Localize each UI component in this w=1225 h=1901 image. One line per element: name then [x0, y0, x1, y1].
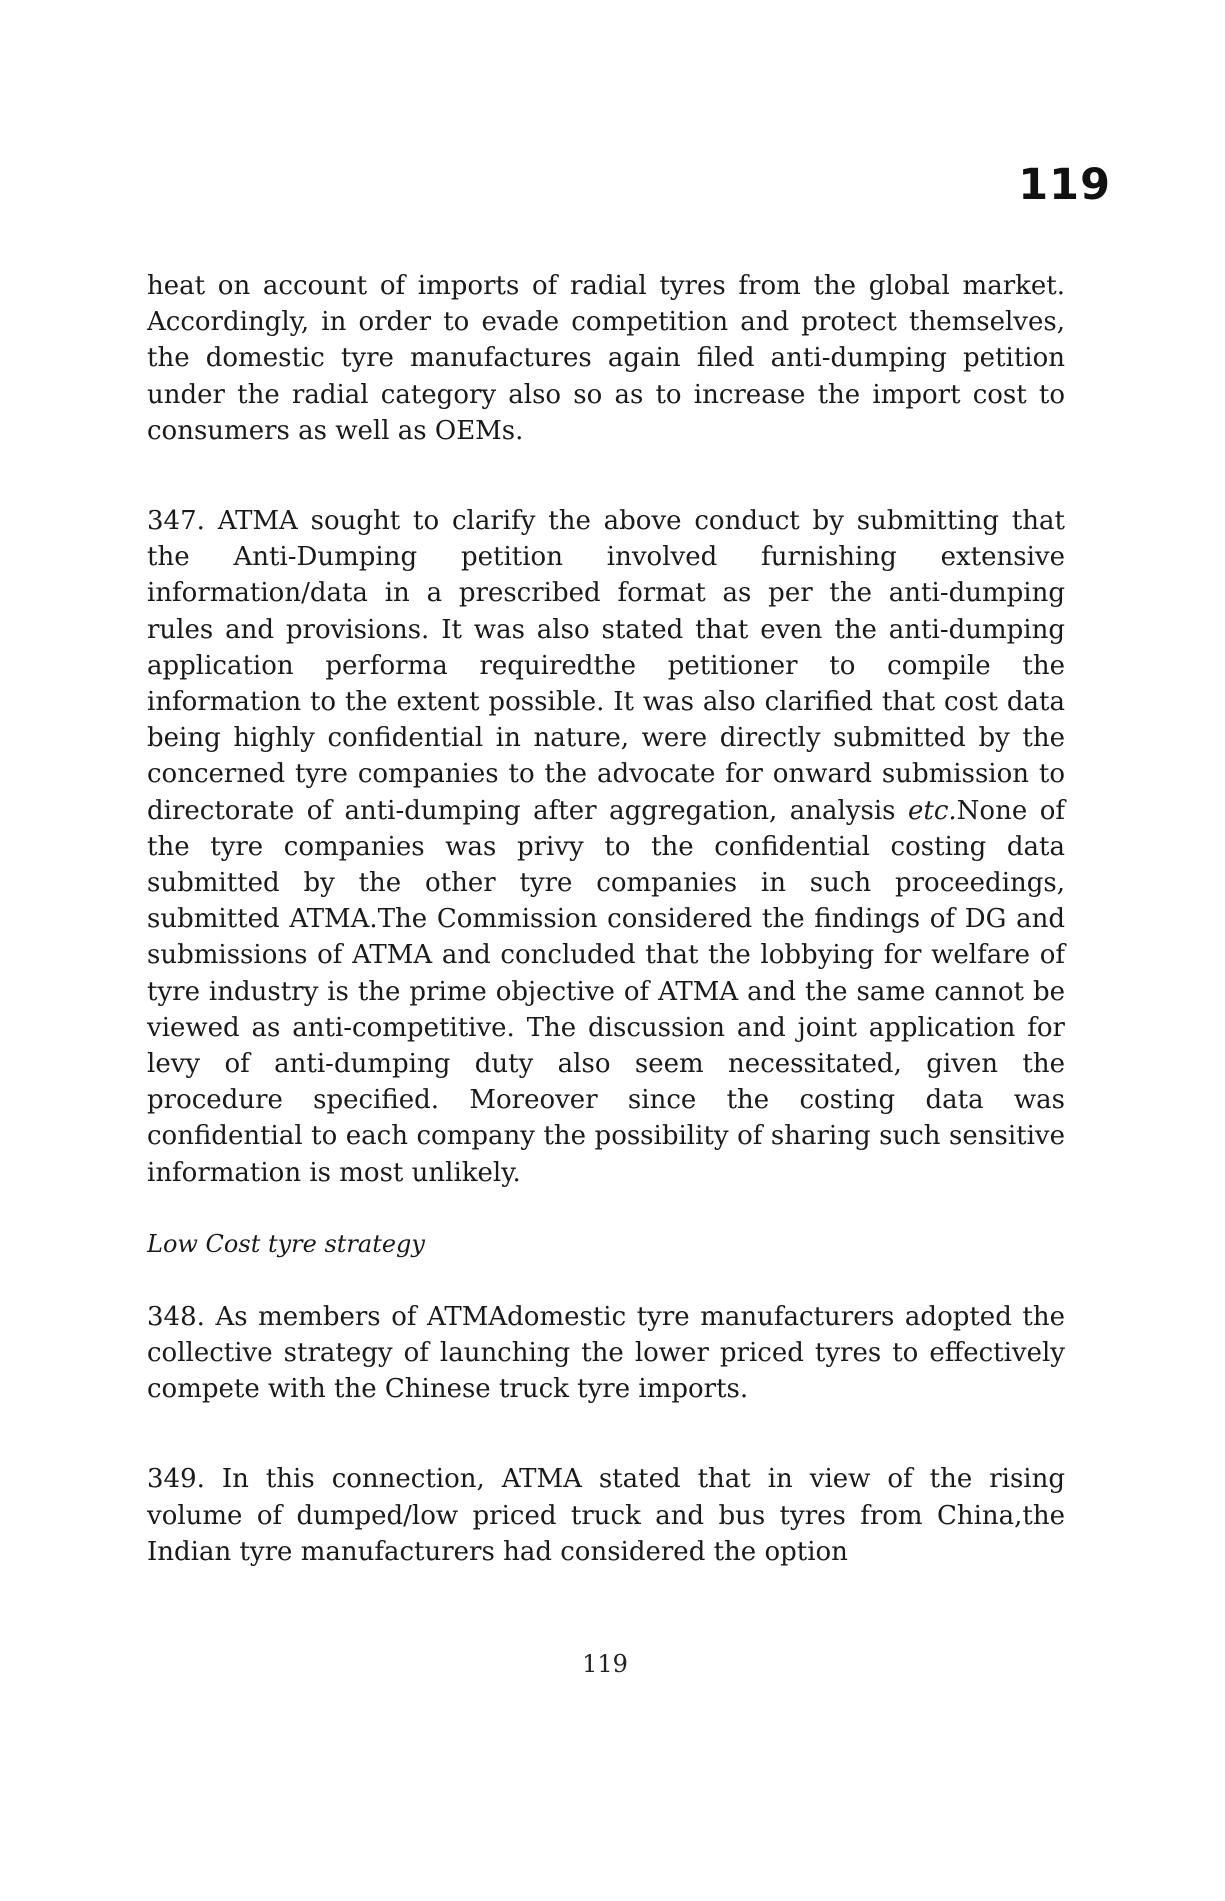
- paragraph-347-part-2: None of the tyre companies was privy to the confidential costing data submitted by the other tyre companies in such proceedings, submitted ATMA.The Commission considered the findings of DG and submissions of ATMA and concluded that the lobbying for welfare of tyre industry is the prime objective of ATMA and the same cannot be viewed as anti-competitive. The discussion and joint application for levy of anti-dumping duty also seem necessitated, given the procedure specified. Moreover since the costing data was confidential to each company the possibility of sharing such sensitive information is most unlikely.: [147, 795, 1065, 1188]
- paragraph-348: 348. As members of ATMAdomestic tyre manufacturers adopted the collective strategy of launching the lower priced tyres to effectively compete with the Chinese truck tyre imports.: [147, 1301, 1065, 1405]
- document-body: [147, 268, 1065, 1570]
- paragraph-continuation: heat on account of imports of radial tyres from the global market. Accordingly, in order to evade competition and protect themselves, the domestic tyre manufactures again filed anti-dumping petition under the radial category also so as to increase the import cost to consumers as well as OEMs.: [147, 271, 1065, 446]
- page-number-header: 119: [1018, 160, 1111, 210]
- paragraph-347-part-1: 347. ATMA sought to clarify the above conduct by submitting that the Anti-Dumping petition involved furnishing extensive information/data in a prescribed format as per the anti-dumping rules and provisions. It was also stated that even the anti-dumping application performa requiredthe petitioner to compile the information to the extent possible. It was also clarified that cost data being highly confidential in nature, were directly submitted by the concerned tyre companies to the advocate for onward submission to directorate of anti-dumping after aggregation, analysis: [147, 506, 1065, 826]
- section-heading: Low Cost tyre strategy: [147, 1229, 425, 1258]
- paragraph-347-etc: etc.: [908, 795, 957, 826]
- paragraph-349: 349. In this connection, ATMA stated that in view of the rising volume of dumped/low priced truck and bus tyres from China,the Indian tyre manufacturers had considered the option: [147, 1464, 1065, 1567]
- page-number-footer: 119: [582, 1650, 628, 1678]
- paragraph-347: [147, 503, 1065, 1191]
